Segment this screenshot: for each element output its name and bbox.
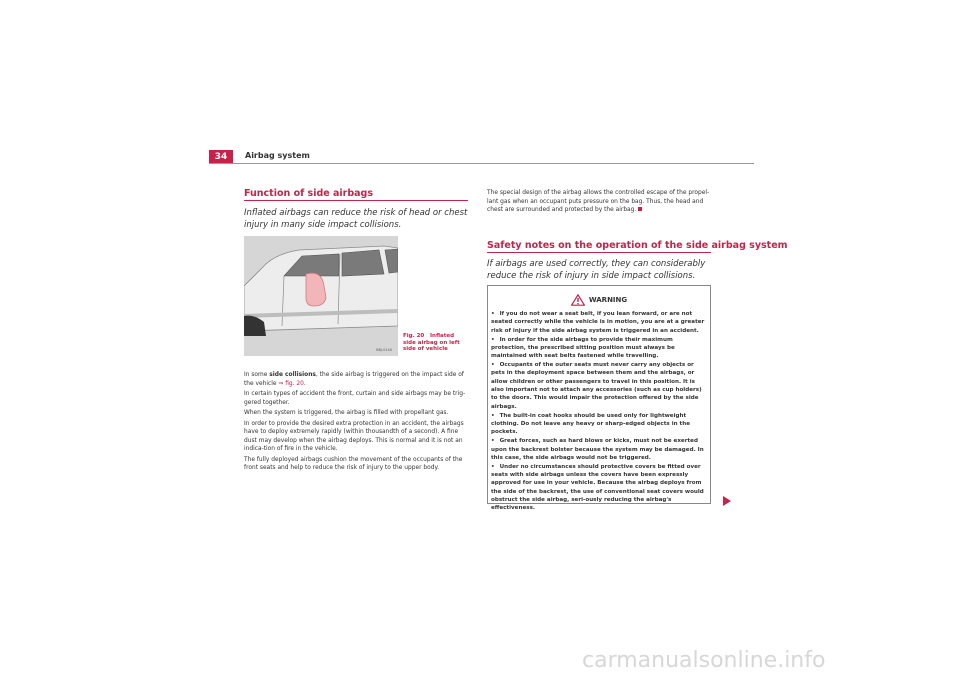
left-body-text bbox=[244, 371, 472, 475]
para1-text-start: In some bbox=[244, 372, 270, 378]
warning-item: • If you do not wear a seat belt, if you lean forward, or are not seated correctly while the vehicle is in motion, you are at a greater risk of injury if the side airbag system is triggered in an accident. bbox=[491, 311, 705, 334]
warning-item-text: The built-in coat hooks should be used only for lightweight clothing. Do not leave any heavy or sharp-edged objects in the pockets. bbox=[491, 412, 690, 436]
section-end-marker bbox=[638, 207, 642, 211]
warning-title: WARNING bbox=[588, 296, 628, 304]
figure-caption bbox=[403, 333, 465, 353]
section-heading-safety-notes: Safety notes on the operation of the side airbag system bbox=[487, 240, 788, 251]
section-heading-rule bbox=[244, 200, 468, 201]
section-heading-function: Function of side airbags bbox=[244, 188, 374, 199]
paragraph: When the system is triggered, the airbag is filled with propellant gas. bbox=[244, 410, 449, 416]
car-illustration bbox=[244, 236, 398, 356]
warning-triangle-icon bbox=[571, 294, 585, 306]
figure-reference-link[interactable]: ⇒ fig. 20 bbox=[278, 380, 304, 387]
warning-item: • In order for the side airbags to provide their maximum protection, the prescribed sitting position must always be maintained with seat belts fastened while travelling. bbox=[491, 336, 675, 360]
right-intro-text bbox=[487, 189, 713, 215]
warning-box bbox=[487, 285, 711, 512]
warning-item-text: Under no circumstances should protective covers be fitted over seats with side airbags unless the covers have been expressly approved for use in your vehicle. Because the airbag deploys from the side of the backrest, the use of conventional seat covers would obstruct the side airbag, seri-ously reducing the airbag's effectiveness. bbox=[491, 463, 704, 512]
paragraph-side-collisions bbox=[244, 371, 472, 388]
warning-header bbox=[488, 294, 710, 306]
paragraph: In certain types of accident the front, curtain and side airbags may be trig-gered together. bbox=[244, 391, 466, 406]
paragraph: In order to provide the desired extra protection in an accident, the airbags have to deploy extremely rapidly (within thousandth of a second). A fine dust may develop when the airbag deploys. This is normal and it is not an indica-tion of fire in the vehicle. bbox=[244, 420, 464, 452]
section-subtitle-function: Inflated airbags can reduce the risk of head or chest injury in many side impact collisions. bbox=[244, 208, 468, 230]
running-header-title: Airbag system bbox=[245, 151, 310, 160]
warning-item: • The built-in coat hooks should be used only for lightweight clothing. Do not leave any heavy or sharp-edged objects in the pockets. bbox=[491, 412, 690, 436]
warning-list bbox=[491, 310, 709, 513]
warning-item-text: Great forces, such as hard blows or kicks, must not be exerted upon the backrest bolster because the system may be damaged. In this case, the side airbags would not be triggered. bbox=[491, 438, 704, 461]
warning-item: • Under no circumstances should protective covers be fitted over seats with side airbags unless the covers have been expressly approved for use in your vehicle. Because the airbag deploys from the side of the backrest, the use of conventional seat covers would obstruct the side airbag, seri-ously reducing the airbag's effectiveness. bbox=[491, 463, 704, 512]
section-heading-rule bbox=[487, 252, 711, 253]
figure-side-airbag bbox=[244, 236, 398, 356]
para1-text-mid: , the side airbag is triggered on the impact side of the vehicle bbox=[244, 372, 464, 387]
intro-paragraph: The special design of the airbag allows the controlled escape of the propel-lant gas when an occupant puts pressure on the bag. Thus, the head and chest are surrounded and protected by the airbag. bbox=[487, 190, 710, 213]
para1-bold-term: side collisions bbox=[269, 372, 316, 378]
figure-label: Fig. 20 bbox=[403, 333, 425, 339]
section-subtitle-safety-notes: If airbags are used correctly, they can considerably reduce the risk of injury in side impact collisions. bbox=[487, 259, 706, 281]
warning-item: • Great forces, such as hard blows or kicks, must not be exerted upon the backrest bolster because the system may be damaged. In this case, the side airbags would not be triggered. bbox=[491, 438, 704, 461]
page-number: 34 bbox=[209, 150, 233, 164]
figure-code: B6J-0140 bbox=[376, 348, 392, 352]
warning-item-text: Occupants of the outer seats must never carry any objects or pets in the deployment space between them and the airbags, or allow children or other passengers to travel in this position. It is also important not to attach any accessories (such as cup holders) to the doors. This would impair the protection offered by the side airbags. bbox=[491, 362, 702, 410]
figure-caption-text: Inflated side airbag on left side of vehicle bbox=[403, 333, 460, 352]
warning-item: • Occupants of the outer seats must never carry any objects or pets in the deployment space between them and the airbags, or allow children or other passengers to travel in this position. It is also important not to attach any accessories (such as cup holders) to the doors. This would impair the protection offered by the side airbags. bbox=[491, 362, 702, 410]
watermark: carmanualsonline.info bbox=[582, 648, 826, 673]
continue-arrow-icon[interactable] bbox=[723, 496, 731, 506]
warning-item-text: In order for the side airbags to provide their maximum protection, the prescribed sitting position must always be maintained with seat belts fastened while travelling. bbox=[491, 336, 675, 360]
warning-item-text: If you do not wear a seat belt, if you lean forward, or are not seated correctly while the vehicle is in motion, you are at a greater risk of injury if the side airbag system is triggered in an accident. bbox=[491, 311, 705, 334]
para1-text-end: . bbox=[303, 380, 306, 387]
header-divider bbox=[209, 163, 754, 164]
paragraph: The fully deployed airbags cushion the movement of the occupants of the front seats and help to reduce the risk of injury to the upper body. bbox=[244, 456, 463, 471]
